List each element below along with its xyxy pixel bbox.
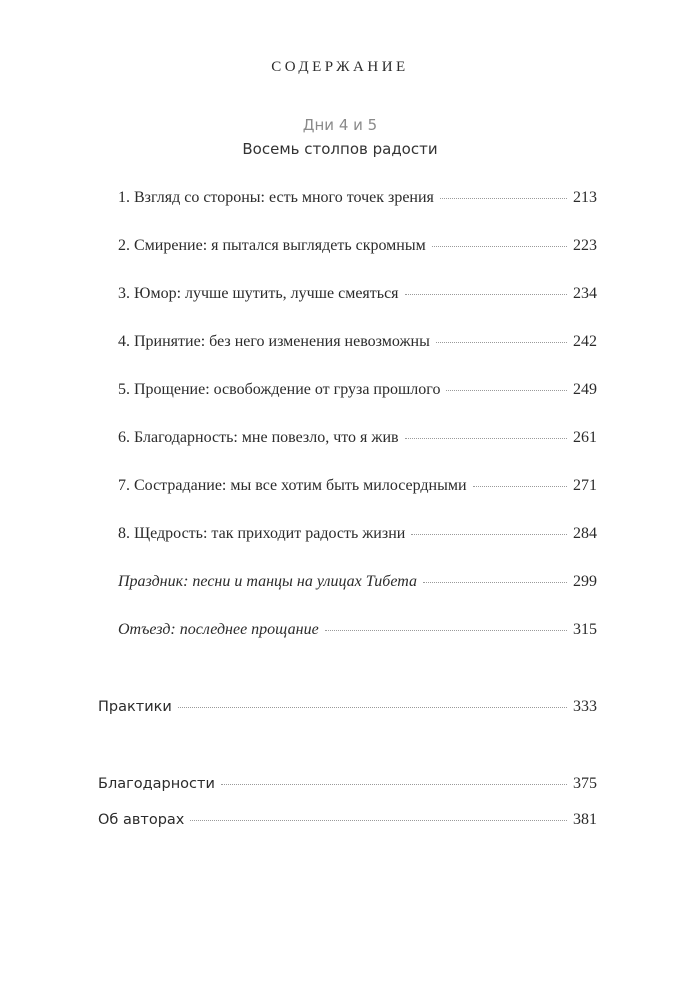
entry-page: 249	[573, 381, 597, 398]
toc-entry[interactable]	[118, 525, 597, 547]
toc-entry[interactable]	[118, 189, 597, 211]
dot-leader	[432, 246, 567, 247]
entry-label: 7. Сострадание: мы все хотим быть милосердными	[118, 477, 467, 494]
entry-page: 223	[573, 237, 597, 254]
toc-section[interactable]	[98, 698, 597, 720]
dot-leader	[190, 820, 567, 821]
dot-leader	[446, 390, 567, 391]
toc-entry[interactable]	[118, 621, 597, 643]
section-label: Практики	[98, 699, 172, 715]
toc-entry[interactable]	[118, 573, 597, 595]
entry-label: 1. Взгляд со стороны: есть много точек зрения	[118, 189, 434, 206]
entry-label: 4. Принятие: без него изменения невозможны	[118, 333, 430, 350]
dot-leader	[423, 582, 567, 583]
dot-leader	[411, 534, 567, 535]
section-page: 333	[573, 698, 597, 715]
toc-entry[interactable]	[118, 237, 597, 259]
entry-label: Праздник: песни и танцы на улицах Тибета	[118, 573, 417, 590]
dot-leader	[178, 707, 567, 708]
section-page: 375	[573, 775, 597, 792]
entry-page: 213	[573, 189, 597, 206]
section-page: 381	[573, 811, 597, 828]
toc-entry[interactable]	[118, 429, 597, 451]
part-subtitle: Восемь столпов радости	[242, 140, 438, 158]
entry-label: 8. Щедрость: так приходит радость жизни	[118, 525, 406, 542]
toc-entry[interactable]	[118, 381, 597, 403]
entry-label: 2. Смирение: я пытался выглядеть скромным	[118, 237, 426, 254]
toc-section[interactable]	[98, 811, 597, 833]
dot-leader	[221, 784, 567, 785]
section-label: Благодарности	[98, 776, 215, 792]
entry-page: 271	[573, 477, 597, 494]
toc-entry[interactable]	[118, 333, 597, 355]
entry-page: 234	[573, 285, 597, 302]
entry-label: Отъезд: последнее прощание	[118, 621, 319, 638]
toc-title: СОДЕРЖАНИЕ	[271, 59, 409, 75]
toc-entry[interactable]	[118, 477, 597, 499]
entry-label: 3. Юмор: лучше шутить, лучше смеяться	[118, 285, 399, 302]
entry-page: 299	[573, 573, 597, 590]
dot-leader	[405, 438, 567, 439]
entry-page: 284	[573, 525, 597, 542]
entry-label: 5. Прощение: освобождение от груза прошлого	[118, 381, 441, 398]
entry-page: 242	[573, 333, 597, 350]
entry-label: 6. Благодарность: мне повезло, что я жив	[118, 429, 399, 446]
dot-leader	[436, 342, 567, 343]
entry-page: 315	[573, 621, 597, 638]
toc-entry[interactable]	[118, 285, 597, 307]
section-label: Об авторах	[98, 812, 185, 828]
part-heading: Дни 4 и 5	[302, 116, 378, 134]
entry-page: 261	[573, 429, 597, 446]
dot-leader	[440, 198, 567, 199]
dot-leader	[325, 630, 567, 631]
dot-leader	[405, 294, 567, 295]
toc-section[interactable]	[98, 775, 597, 797]
dot-leader	[473, 486, 567, 487]
